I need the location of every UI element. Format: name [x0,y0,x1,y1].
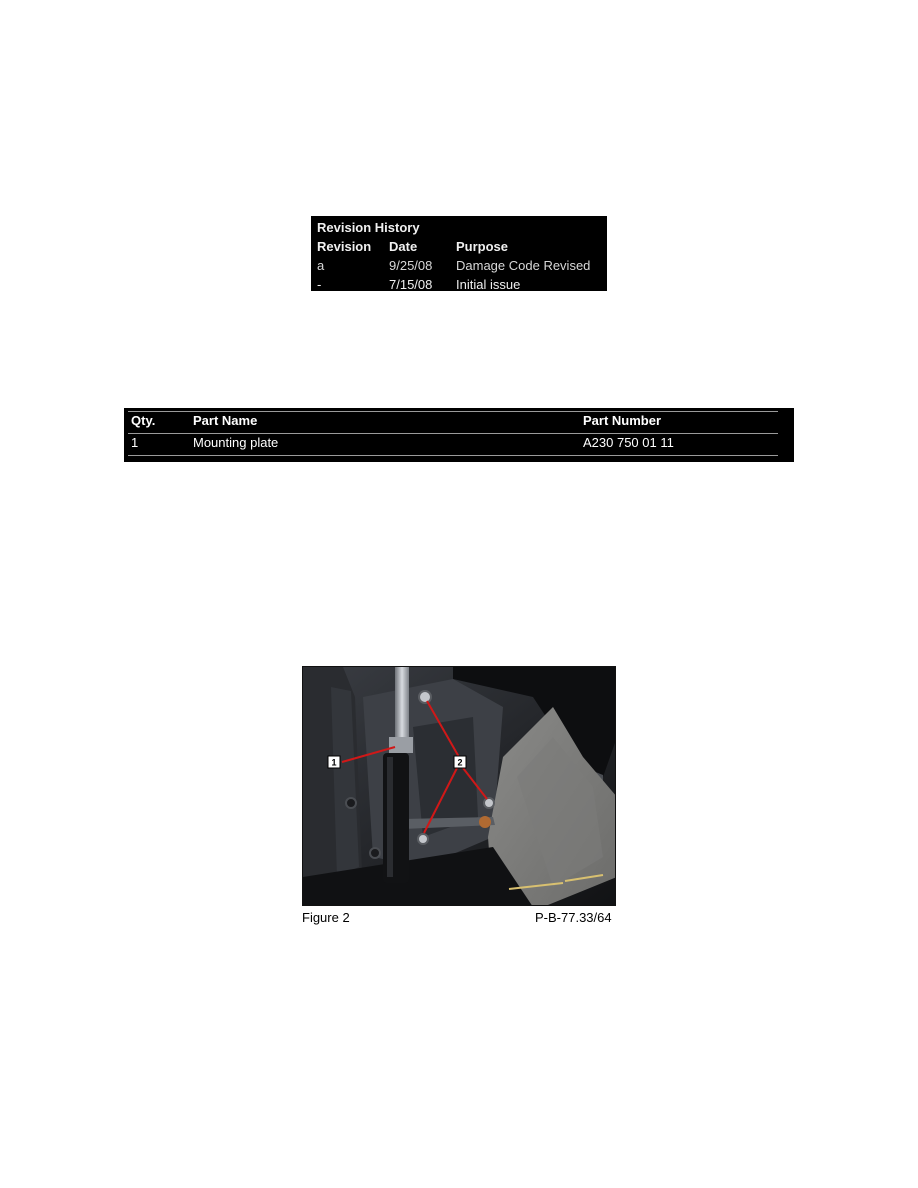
part-name-cell: Mounting plate [193,435,279,450]
table-row [124,433,784,453]
wrench-socket [389,737,413,753]
figure-caption: Figure 2 [302,910,350,925]
revision-cell: - [317,277,322,292]
header-part-name: Part Name [193,413,258,428]
date-cell: 9/25/08 [389,258,433,273]
header-revision: Revision [317,239,372,254]
photo-illustration [303,667,616,906]
bolt-bottom [418,834,428,844]
revision-cell: a [317,258,325,273]
figure-photo [302,666,616,906]
callout-1-label: 1 [331,757,337,768]
part-number-cell: A230 750 01 11 [583,435,674,450]
bushing [479,816,491,828]
header-part-number: Part Number [583,413,662,428]
figure-reference-code: P-B-77.33/64 [535,910,612,925]
qty-cell: 1 [131,435,139,450]
revision-history-table [311,216,607,291]
revision-history-header-row [317,237,601,256]
callout-2-label: 2 [457,757,463,768]
bolt-top [419,691,431,703]
bolt-right [484,798,494,808]
wrench-extension [395,667,409,747]
revision-row [317,256,601,275]
table-rule [128,455,778,456]
wrench-highlight [387,757,393,877]
fastener-lower [370,848,380,858]
wrench-handle [383,753,409,883]
revision-history-title: Revision History [317,220,420,235]
purpose-cell: Damage Code Revised [456,258,591,273]
header-date: Date [389,239,418,254]
date-cell: 7/15/08 [389,277,433,292]
header-purpose: Purpose [456,239,509,254]
parts-header-row [124,411,784,431]
header-qty: Qty. [131,413,156,428]
parts-table [124,408,794,462]
purpose-cell: Initial issue [456,277,521,292]
fastener-left [346,798,356,808]
revision-row [317,275,601,294]
